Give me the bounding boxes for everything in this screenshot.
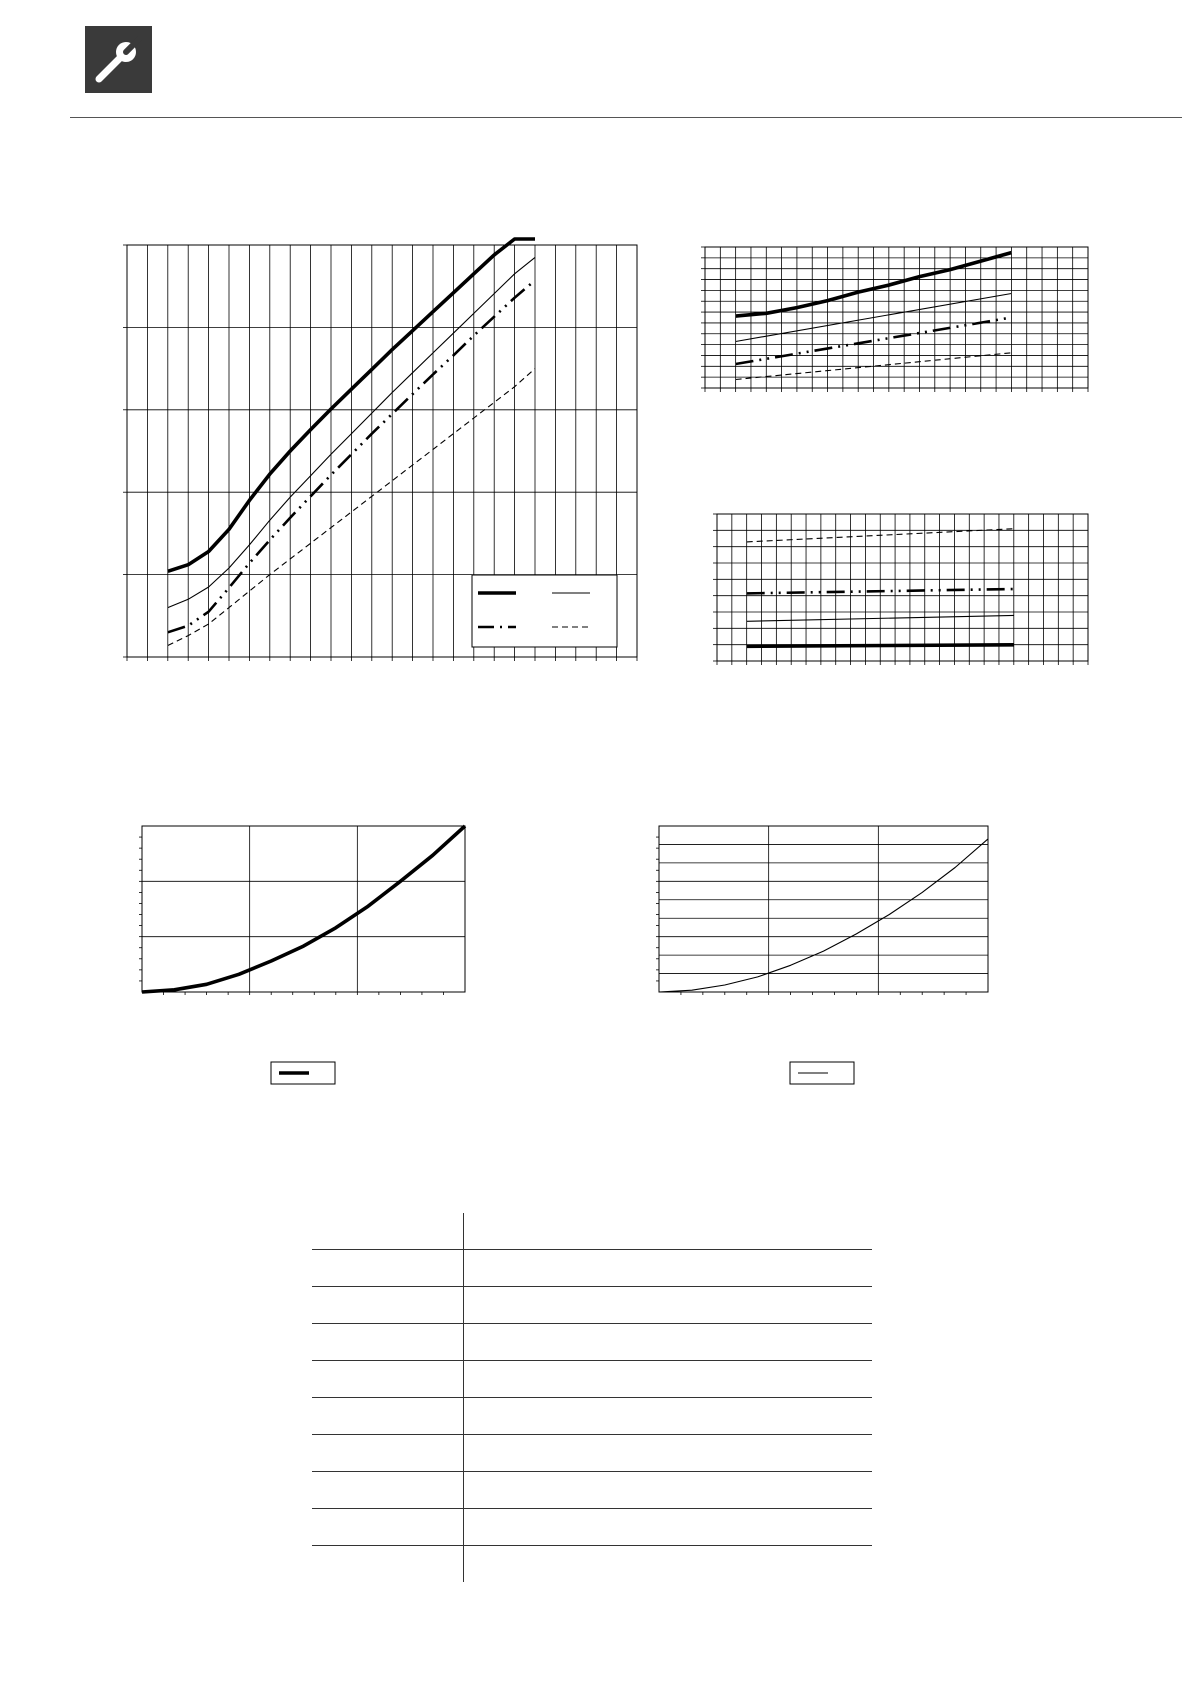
table-cell <box>312 1546 464 1583</box>
chart-1 <box>123 239 637 661</box>
chart-4 <box>139 826 465 1084</box>
table-row <box>312 1435 872 1472</box>
table-cell <box>464 1361 873 1398</box>
chart-2 <box>701 247 1088 392</box>
table-row <box>312 1546 872 1583</box>
table-cell <box>312 1509 464 1546</box>
table-cell <box>312 1250 464 1287</box>
chart-frame <box>705 247 1088 388</box>
table-cell <box>464 1398 873 1435</box>
chart-frame <box>659 826 988 992</box>
legend-box <box>472 575 617 647</box>
table-cell <box>464 1324 873 1361</box>
table-cell <box>464 1509 873 1546</box>
table-cell <box>312 1435 464 1472</box>
series-line-thick-solid <box>747 645 1014 647</box>
parameter-table <box>312 1213 872 1582</box>
chart-3 <box>713 514 1088 665</box>
table-cell <box>312 1398 464 1435</box>
table-cell <box>464 1435 873 1472</box>
table-row <box>312 1509 872 1546</box>
table-row <box>312 1472 872 1509</box>
table-row <box>312 1287 872 1324</box>
table-row <box>312 1324 872 1361</box>
table-cell <box>312 1324 464 1361</box>
table-cell <box>464 1213 873 1250</box>
series-line-thin-solid <box>659 839 988 992</box>
table-cell <box>464 1546 873 1583</box>
chart-frame <box>717 514 1088 661</box>
table-cell <box>464 1287 873 1324</box>
chart-5 <box>656 826 988 1084</box>
table-cell <box>312 1361 464 1398</box>
table-cell <box>312 1472 464 1509</box>
table-cell <box>312 1287 464 1324</box>
table-row <box>312 1361 872 1398</box>
chart-frame <box>142 826 465 992</box>
table-cell <box>464 1472 873 1509</box>
table-row <box>312 1398 872 1435</box>
series-line-thick-solid <box>142 826 465 992</box>
table-cell <box>312 1213 464 1250</box>
table-cell <box>464 1250 873 1287</box>
table-row <box>312 1250 872 1287</box>
table-row <box>312 1213 872 1250</box>
